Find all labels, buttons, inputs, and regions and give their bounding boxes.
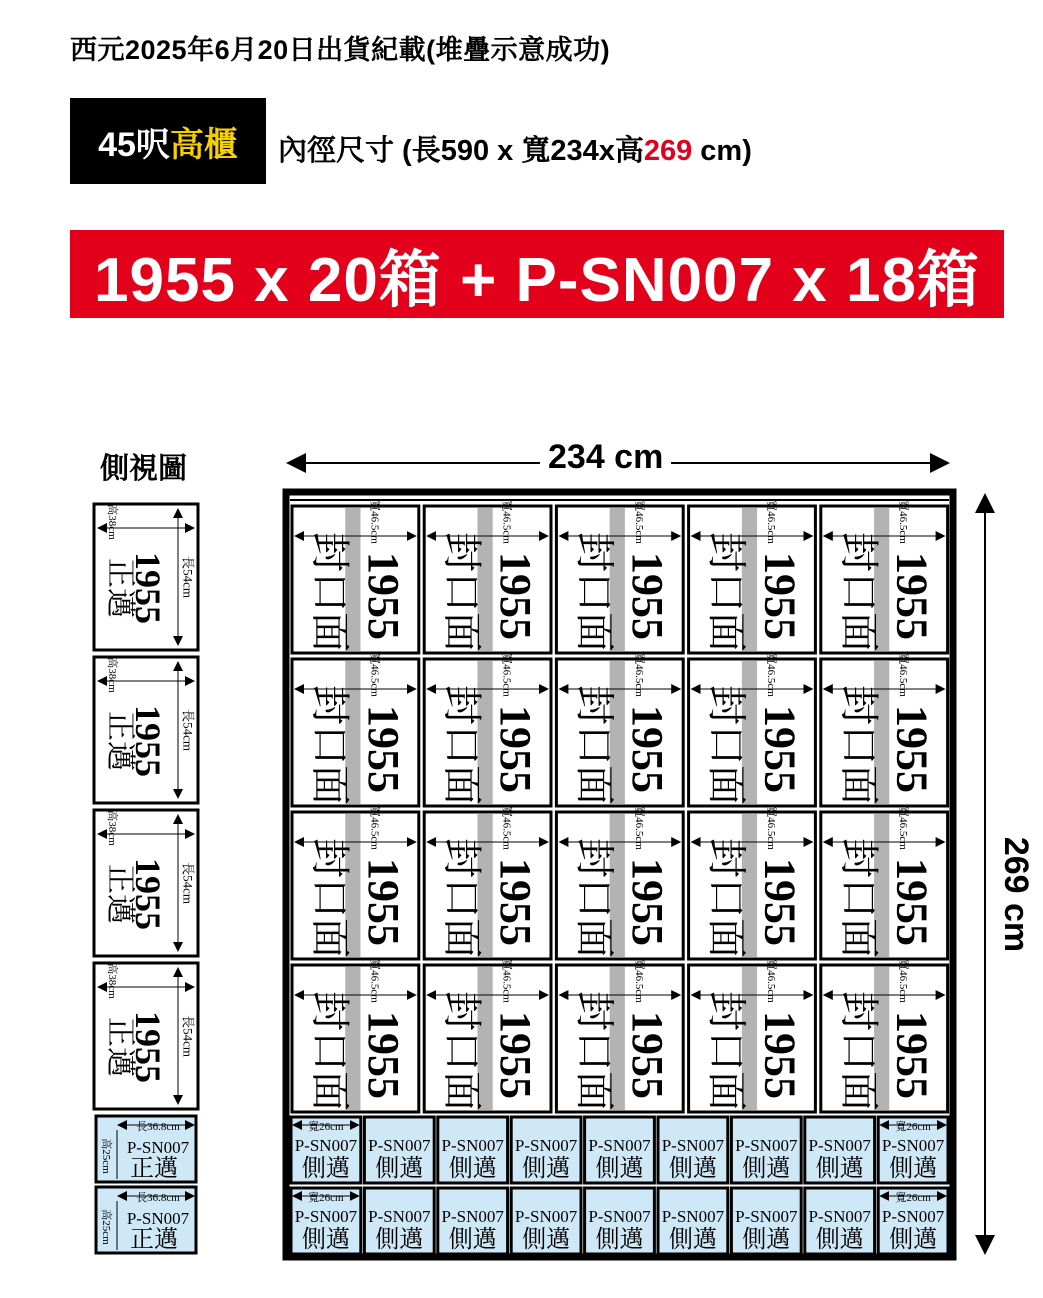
box-face-label: 封口面 — [439, 991, 485, 1111]
side-box-1955 — [94, 810, 198, 956]
front-box-1955 — [556, 959, 683, 1112]
box-width-label: 寬46.5cm — [632, 653, 645, 697]
box-width-label: 寬46.5cm — [368, 806, 381, 850]
box-orientation-label: 正邁 — [130, 1227, 178, 1253]
front-box-1955 — [689, 806, 816, 959]
front-box-1955 — [689, 500, 816, 653]
box-face-label: 封口面 — [836, 532, 882, 652]
box-width-label: 寬46.5cm — [368, 653, 381, 697]
front-box-psn007 — [805, 1188, 875, 1254]
box-width-label: 寬46.5cm — [765, 806, 778, 850]
front-box-1955 — [292, 653, 419, 806]
box-width-label: 寬46.5cm — [897, 653, 910, 697]
box-model-label: P-SN007 — [661, 1136, 725, 1155]
front-box-psn007 — [291, 1188, 361, 1254]
box-model-label: 1955 — [128, 552, 168, 624]
box-model-label: 1955 — [623, 858, 673, 946]
box-model-label: 1955 — [755, 705, 805, 793]
box-width-label: 寬46.5cm — [368, 959, 381, 1003]
box-face-label: 封口面 — [439, 685, 485, 805]
front-box-psn007 — [438, 1188, 508, 1254]
box-model-label: 1955 — [755, 858, 805, 946]
box-width-label: 寬46.5cm — [500, 806, 513, 850]
box-orientation-label: 正邁 — [103, 711, 137, 771]
box-model-label: P-SN007 — [294, 1136, 358, 1155]
side-box-1955 — [94, 657, 198, 803]
front-box-psn007 — [585, 1188, 655, 1254]
box-height-label: 高38cm — [106, 504, 118, 540]
box-model-label: 1955 — [755, 1011, 805, 1099]
front-box-psn007 — [658, 1117, 728, 1183]
front-box-psn007 — [438, 1117, 508, 1183]
box-width-label: 寬46.5cm — [632, 806, 645, 850]
side-box-psn007 — [96, 1116, 196, 1182]
box-width-label: 寬46.5cm — [500, 653, 513, 697]
box-face-label: 封口面 — [571, 838, 617, 958]
front-box-1955 — [821, 806, 948, 959]
front-box-1955 — [689, 653, 816, 806]
box-model-label: 1955 — [128, 1011, 168, 1083]
box-orientation-label: 側邁 — [595, 1227, 644, 1253]
box-orientation-label: 側邁 — [522, 1156, 571, 1182]
box-face-label: 封口面 — [439, 532, 485, 652]
box-orientation-label: 側邁 — [889, 1156, 938, 1182]
box-orientation-label: 側邁 — [375, 1227, 424, 1253]
box-model-label: 1955 — [623, 1011, 673, 1099]
box-model-label: P-SN007 — [514, 1207, 578, 1226]
box-face-label: 封口面 — [439, 838, 485, 958]
box-width-label: 寬26cm — [308, 1192, 344, 1204]
box-model-label: 1955 — [887, 1011, 937, 1099]
box-orientation-label: 側邁 — [815, 1156, 864, 1182]
box-model-label: 1955 — [358, 705, 408, 793]
box-model-label: 1955 — [490, 705, 540, 793]
front-box-psn007 — [878, 1188, 948, 1254]
box-orientation-label: 側邁 — [815, 1227, 864, 1253]
box-width-label: 寬46.5cm — [897, 959, 910, 1003]
box-orientation-label: 側邁 — [301, 1156, 350, 1182]
box-model-label: P-SN007 — [368, 1136, 431, 1155]
box-model-label: 1955 — [755, 552, 805, 640]
box-face-label: 封口面 — [307, 685, 353, 805]
box-orientation-label: 側邁 — [448, 1156, 497, 1182]
box-orientation-label: 側邁 — [742, 1227, 791, 1253]
box-width-label: 寬26cm — [308, 1121, 344, 1133]
box-face-label: 封口面 — [836, 685, 882, 805]
box-face-label: 封口面 — [571, 532, 617, 652]
box-face-label: 封口面 — [836, 991, 882, 1111]
front-box-1955 — [292, 959, 419, 1112]
front-box-psn007 — [364, 1117, 434, 1183]
box-model-label: 1955 — [490, 552, 540, 640]
box-model-label: P-SN007 — [808, 1207, 871, 1226]
box-width-label: 寬46.5cm — [765, 653, 778, 697]
box-face-label: 封口面 — [704, 991, 750, 1111]
box-width-label: 寬46.5cm — [368, 500, 381, 544]
box-model-label: P-SN007 — [441, 1207, 504, 1226]
front-box-psn007 — [364, 1188, 434, 1254]
front-box-1955 — [556, 806, 683, 959]
box-width-label: 寬26cm — [895, 1192, 931, 1204]
box-face-label: 封口面 — [571, 991, 617, 1111]
box-model-label: P-SN007 — [735, 1207, 798, 1226]
box-length-label: 長36.8cm — [136, 1192, 180, 1204]
dims-height: 269 — [643, 135, 693, 167]
front-box-1955 — [424, 500, 551, 653]
front-box-1955 — [424, 959, 551, 1112]
box-model-label: P-SN007 — [126, 1138, 190, 1157]
container-prefix: 45呎 — [98, 125, 170, 164]
box-height-label: 高38cm — [106, 657, 118, 693]
front-box-psn007 — [658, 1188, 728, 1254]
front-box-psn007 — [878, 1117, 948, 1183]
box-width-label: 寬46.5cm — [765, 959, 778, 1003]
front-box-psn007 — [731, 1117, 801, 1183]
box-width-label: 寬46.5cm — [897, 806, 910, 850]
box-model-label: 1955 — [128, 705, 168, 777]
box-model-label: 1955 — [623, 552, 673, 640]
box-width-label: 寬46.5cm — [897, 500, 910, 544]
box-model-label: P-SN007 — [808, 1136, 871, 1155]
box-model-label: P-SN007 — [126, 1209, 190, 1228]
side-box-psn007 — [96, 1187, 196, 1253]
box-width-label: 寬46.5cm — [500, 959, 513, 1003]
box-orientation-label: 側邁 — [668, 1156, 717, 1182]
box-model-label: P-SN007 — [735, 1136, 798, 1155]
box-width-label: 寬46.5cm — [632, 500, 645, 544]
box-height-label: 高25cm — [100, 1138, 112, 1174]
box-height-label: 高25cm — [100, 1209, 112, 1245]
box-orientation-label: 側邁 — [301, 1227, 350, 1253]
box-model-label: 1955 — [490, 1011, 540, 1099]
box-model-label: 1955 — [887, 552, 937, 640]
box-length-label: 長54cm — [180, 862, 196, 904]
box-model-label: P-SN007 — [588, 1207, 651, 1226]
front-box-psn007 — [805, 1117, 875, 1183]
side-view-title: 側視圖 — [100, 453, 188, 485]
box-model-label: 1955 — [887, 858, 937, 946]
box-height-label: 高38cm — [106, 810, 118, 846]
box-width-label: 寬46.5cm — [632, 959, 645, 1003]
page-title: 西元2025年6月20日出貨紀載(堆疊示意成功) — [70, 35, 611, 65]
box-orientation-label: 側邁 — [448, 1227, 497, 1253]
front-box-1955 — [556, 500, 683, 653]
box-face-label: 封口面 — [307, 991, 353, 1111]
box-width-label: 寬26cm — [895, 1121, 931, 1133]
side-box-1955 — [94, 963, 198, 1109]
box-model-label: P-SN007 — [881, 1207, 945, 1226]
box-face-label: 封口面 — [836, 838, 882, 958]
box-model-label: P-SN007 — [661, 1207, 725, 1226]
box-model-label: P-SN007 — [588, 1136, 651, 1155]
box-orientation-label: 側邁 — [522, 1227, 571, 1253]
front-box-1955 — [821, 959, 948, 1112]
box-orientation-label: 側邁 — [889, 1227, 938, 1253]
front-box-psn007 — [731, 1188, 801, 1254]
load-summary-banner: 1955 x 20箱 + P-SN007 x 18箱 — [70, 230, 1004, 318]
box-width-label: 寬46.5cm — [765, 500, 778, 544]
box-model-label: P-SN007 — [441, 1136, 504, 1155]
box-model-label: 1955 — [128, 858, 168, 930]
front-box-1955 — [821, 653, 948, 806]
front-box-1955 — [292, 806, 419, 959]
box-orientation-label: 正邁 — [130, 1156, 178, 1182]
box-face-label: 封口面 — [704, 532, 750, 652]
box-orientation-label: 正邁 — [103, 1017, 137, 1077]
box-orientation-label: 側邁 — [742, 1156, 791, 1182]
front-box-psn007 — [511, 1188, 581, 1254]
front-box-grid — [291, 500, 948, 1254]
box-model-label: P-SN007 — [881, 1136, 945, 1155]
front-box-1955 — [689, 959, 816, 1112]
box-length-label: 長36.8cm — [136, 1121, 180, 1133]
box-face-label: 封口面 — [704, 685, 750, 805]
box-model-label: 1955 — [358, 858, 408, 946]
front-box-psn007 — [585, 1117, 655, 1183]
box-length-label: 長54cm — [180, 1015, 196, 1057]
width-label: 234 cm — [540, 438, 671, 477]
side-box-1955 — [94, 504, 198, 650]
height-label: 269 cm — [996, 829, 1035, 960]
box-height-label: 高38cm — [106, 963, 118, 999]
box-model-label: 1955 — [490, 858, 540, 946]
box-face-label: 封口面 — [704, 838, 750, 958]
box-face-label: 封口面 — [307, 532, 353, 652]
box-orientation-label: 側邁 — [668, 1227, 717, 1253]
front-box-1955 — [424, 653, 551, 806]
box-model-label: P-SN007 — [294, 1207, 358, 1226]
box-orientation-label: 正邁 — [103, 558, 137, 618]
box-model-label: P-SN007 — [368, 1207, 431, 1226]
front-box-1955 — [821, 500, 948, 653]
front-box-psn007 — [511, 1117, 581, 1183]
box-orientation-label: 側邁 — [595, 1156, 644, 1182]
box-model-label: 1955 — [623, 705, 673, 793]
front-box-psn007 — [291, 1117, 361, 1183]
box-length-label: 長54cm — [180, 709, 196, 751]
box-model-label: 1955 — [887, 705, 937, 793]
box-face-label: 封口面 — [307, 838, 353, 958]
side-box-stack — [94, 504, 198, 1253]
box-width-label: 寬46.5cm — [500, 500, 513, 544]
box-face-label: 封口面 — [571, 685, 617, 805]
front-box-1955 — [292, 500, 419, 653]
box-length-label: 長54cm — [180, 556, 196, 598]
box-model-label: 1955 — [358, 552, 408, 640]
box-model-label: 1955 — [358, 1011, 408, 1099]
box-model-label: P-SN007 — [514, 1136, 578, 1155]
box-orientation-label: 側邁 — [375, 1156, 424, 1182]
dims-suffix: cm) — [692, 135, 752, 167]
dims-prefix: 內徑尺寸 (長590 x 寬234x高 — [278, 135, 644, 167]
front-box-1955 — [424, 806, 551, 959]
box-orientation-label: 正邁 — [103, 864, 137, 924]
container-highlight: 高櫃 — [169, 125, 238, 164]
front-box-1955 — [556, 653, 683, 806]
